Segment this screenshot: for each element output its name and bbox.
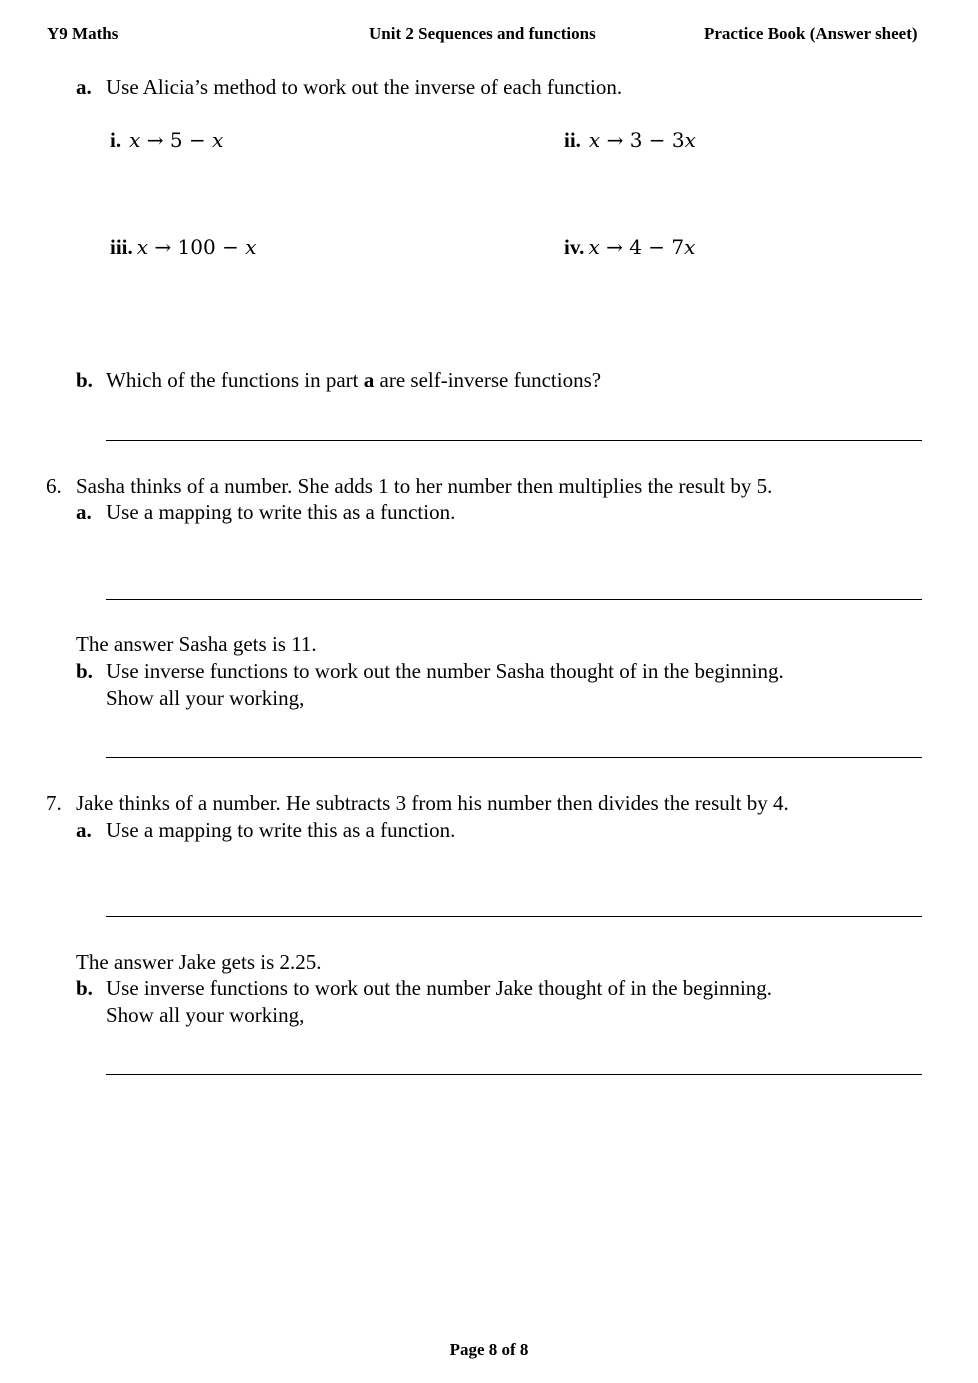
- q7a-text: Use a mapping to write this as a function.: [106, 818, 456, 842]
- q6b-text: Use inverse functions to work out the number Sasha thought of in the beginning.: [106, 659, 784, 683]
- item-label: i.: [110, 128, 122, 152]
- header-unit: Unit 2 Sequences and functions: [369, 24, 596, 43]
- q7-intro: Jake thinks of a number. He subtracts 3 from his number then divides the result by 4.: [76, 791, 789, 815]
- q5a-item-i: [110, 128, 223, 153]
- q6a-answer-line[interactable]: [106, 599, 922, 600]
- q6-number: 6.: [46, 474, 62, 498]
- q5b-text: Which of the functions in part a are self-inverse functions?: [106, 368, 602, 392]
- item-label: ii.: [564, 128, 581, 152]
- q5a-item-iii: [110, 235, 256, 260]
- q7b-label: b.: [76, 976, 93, 1000]
- function-expression: x → 100 − x: [136, 235, 257, 259]
- q7-number: 7.: [46, 791, 62, 815]
- function-expression: x → 5 − x: [129, 128, 224, 152]
- q7a-answer-line[interactable]: [106, 916, 922, 917]
- item-label: iv.: [564, 235, 585, 259]
- q6-answer-text: The answer Sasha gets is 11.: [76, 632, 317, 656]
- q6b-answer-line[interactable]: [106, 757, 922, 758]
- header-book: Practice Book (Answer sheet): [704, 24, 918, 43]
- q7b-answer-line[interactable]: [106, 1074, 922, 1075]
- q5a-item-iv: [564, 235, 695, 260]
- q6b-text-working: Show all your working,: [106, 686, 305, 710]
- q5a-text: Use Alicia’s method to work out the inverse of each function.: [106, 75, 623, 99]
- function-expression: x → 4 − 7x: [588, 235, 696, 259]
- q6a-text: Use a mapping to write this as a function.: [106, 500, 456, 524]
- q7b-text: Use inverse functions to work out the number Jake thought of in the beginning.: [106, 976, 773, 1000]
- q5a-item-ii: [564, 128, 696, 153]
- page-number: Page 8 of 8: [449, 1340, 529, 1359]
- q6b-label: b.: [76, 659, 93, 683]
- q7-answer-text: The answer Jake gets is 2.25.: [76, 950, 322, 974]
- q7a-label: a.: [76, 818, 92, 842]
- q6a-label: a.: [76, 500, 92, 524]
- function-expression: x → 3 − 3x: [588, 128, 696, 152]
- q5a-label: a.: [76, 75, 92, 99]
- q5b-label: b.: [76, 368, 93, 392]
- item-label: iii.: [110, 235, 133, 259]
- q7b-text-working: Show all your working,: [106, 1003, 305, 1027]
- q5b-answer-line[interactable]: [106, 440, 922, 441]
- header-subject: Y9 Maths: [47, 24, 119, 43]
- q6-intro: Sasha thinks of a number. She adds 1 to her number then multiplies the result by 5.: [76, 474, 773, 498]
